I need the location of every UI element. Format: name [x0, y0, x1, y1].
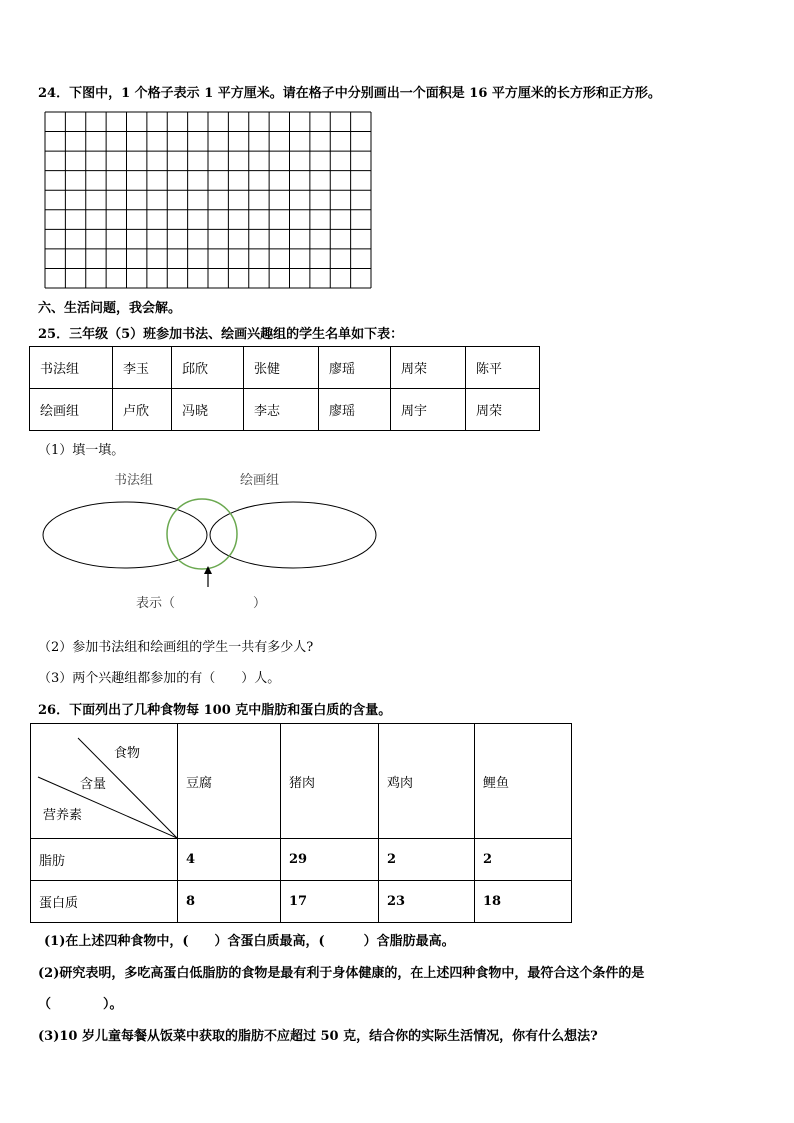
venn-label-painting: 绘画组 [240, 473, 280, 488]
table-row [31, 724, 572, 839]
venn-ellipse-right [210, 502, 376, 568]
table-cell: 邱欣 [172, 347, 244, 389]
question-25-text: 25．三年级（5）班参加书法、绘画兴趣组的学生名单如下表： [38, 327, 404, 342]
nutrient-name-fat: 脂肪 [31, 839, 178, 881]
table-cell: 周宇 [391, 389, 466, 431]
table-cell: 廖瑶 [319, 347, 391, 389]
question-26-sub-1: (1)在上述四种食物中，( ）含蛋白质最高，( ）含脂肪最高。 [44, 934, 455, 949]
venn-pointer-label: 表示（ ） [136, 596, 267, 611]
question-26-sub-3: (3)10 岁儿童每餐从饭菜中获取的脂肪不应超过 50 克，结合你的实际生活情况，你有什么想法? [38, 1029, 598, 1044]
table-row [30, 389, 540, 431]
square-grid[interactable] [44, 111, 372, 289]
fat-value-tofu: 4 [178, 839, 281, 881]
header-food-label: 食物 [114, 746, 141, 761]
header-amount-label: 含量 [80, 777, 107, 792]
table-cell: 卢欣 [113, 389, 172, 431]
food-header-carp: 鲤鱼 [475, 724, 572, 839]
diagonal-header-lines [31, 724, 177, 838]
food-header-pork: 猪肉 [281, 724, 379, 839]
nutrient-name-protein: 蛋白质 [31, 881, 178, 923]
protein-value-carp: 18 [475, 881, 572, 923]
table-cell: 李志 [244, 389, 319, 431]
protein-value-pork: 17 [281, 881, 379, 923]
table-cell: 周荣 [466, 389, 540, 431]
venn-label-calligraphy: 书法组 [114, 473, 154, 488]
table-cell: 冯晓 [172, 389, 244, 431]
question-25-sub-3: （3）两个兴趣组都参加的有（ ）人。 [38, 671, 281, 686]
table-cell: 张健 [244, 347, 319, 389]
venn-ellipse-left [43, 502, 207, 568]
table-cell: 周荣 [391, 347, 466, 389]
table-row [31, 881, 572, 923]
nutrition-table [30, 723, 572, 923]
interest-group-table [29, 346, 540, 431]
fat-value-pork: 29 [281, 839, 379, 881]
table-cell: 廖瑶 [319, 389, 391, 431]
table-cell: 李玉 [113, 347, 172, 389]
question-26-sub-2-line-2: （ ）。 [38, 997, 123, 1012]
fat-value-carp: 2 [475, 839, 572, 881]
table-cell: 绘画组 [30, 389, 113, 431]
protein-value-tofu: 8 [178, 881, 281, 923]
venn-intersection-circle[interactable] [167, 499, 237, 569]
table-row [31, 839, 572, 881]
header-nutrient-label: 营养素 [43, 808, 83, 823]
question-25-sub-2: （2）参加书法组和绘画组的学生一共有多少人? [38, 640, 314, 655]
fat-value-chicken: 2 [379, 839, 475, 881]
protein-value-chicken: 23 [379, 881, 475, 923]
question-26-text: 26．下面列出了几种食物每 100 克中脂肪和蛋白质的含量。 [38, 703, 392, 718]
question-25-sub-1: （1）填一填。 [38, 443, 125, 458]
question-24-text: 24．下图中，1 个格子表示 1 平方厘米。请在格子中分别画出一个面积是 16 平方厘米的长方形和正方形。 [38, 86, 661, 101]
table-row [30, 347, 540, 389]
section-six-heading: 六、生活问题，我会解。 [38, 301, 182, 316]
question-26-sub-2-line-1: (2)研究表明，多吃高蛋白低脂肪的食物是最有利于身体健康的，在上述四种食物中，最符合这个条件的是 [38, 966, 645, 981]
table-cell: 书法组 [30, 347, 113, 389]
food-header-chicken: 鸡肉 [379, 724, 475, 839]
food-header-tofu: 豆腐 [178, 724, 281, 839]
venn-diagram [38, 465, 388, 615]
diagonal-header-cell [31, 724, 178, 839]
table-cell: 陈平 [466, 347, 540, 389]
